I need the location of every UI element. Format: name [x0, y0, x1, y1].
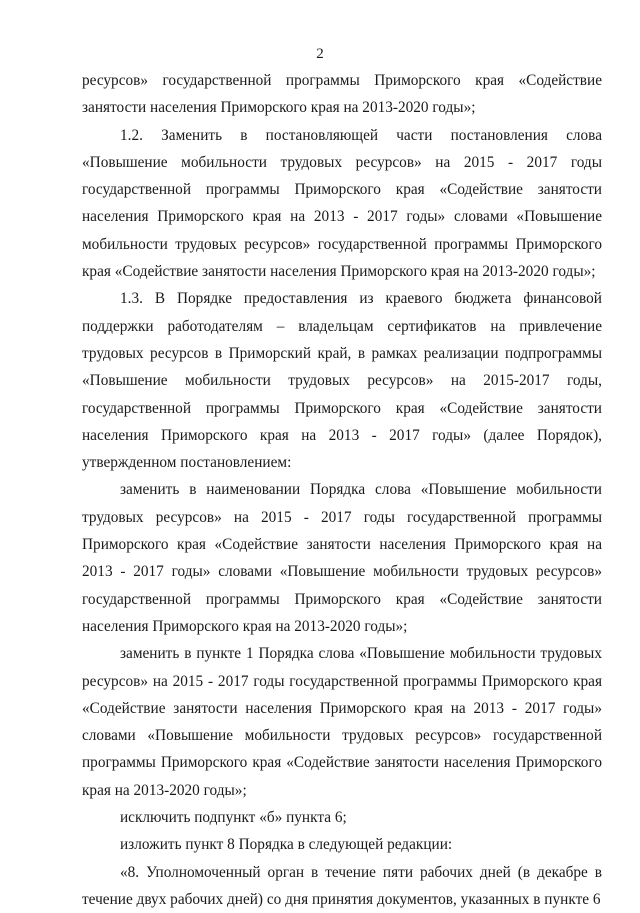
- paragraph-replace-item-1: заменить в пункте 1 Порядка слова «Повышение мобильности трудовых ресурсов» на 2015 - 2017 годы государственной программы Приморского края «Содействие занятости населения Приморского края на 2013 - 2017 годы» словами «Повышение мобильности трудовых ресурсов» государственной программы Приморского края «Содействие занятости населения Приморского края на 2013-2020 годы»;: [82, 645, 602, 799]
- paragraph-exclude-6b: исключить подпункт «б» пункта 6;: [120, 809, 347, 827]
- document-body: [82, 67, 602, 913]
- paragraph-item-8-text: «8. Уполномоченный орган в течение пяти рабочих дней (в декабре в течение двух рабочих дней) со дня принятия документов, указанных в пункте 6: [82, 863, 602, 908]
- paragraph-continuation: ресурсов» государственной программы Приморского края «Содействие занятости населения Приморского края на 2013-2020 годы»;: [82, 72, 602, 117]
- paragraph-1-2: 1.2. Заменить в постановляющей части постановления слова «Повышение мобильности трудовых ресурсов» на 2015 - 2017 годы государственной программы Приморского края «Содействие занятости населения Приморского края на 2013 - 2017 годы» словами «Повышение мобильности трудовых ресурсов» государственной программы Приморского края «Содействие занятости населения Приморского края на 2013-2020 годы»;: [82, 126, 602, 281]
- paragraph-restate-item-8: изложить пункт 8 Порядка в следующей редакции:: [120, 836, 453, 854]
- paragraph-1-3: 1.3. В Порядке предоставления из краевого бюджета финансовой поддержки работодателям – владельцам сертификатов на привлечение трудовых ресурсов в Приморский край, в рамках реализации подпрограммы «Повышение мобильности трудовых ресурсов» на 2015-2017 годы, государственной программы Приморского края «Содействие занятости населения Приморского края на 2013 - 2017 годы» (далее Порядок), утвержденном постановлением:: [82, 290, 602, 472]
- paragraph-replace-title: заменить в наименовании Порядка слова «Повышение мобильности трудовых ресурсов» на 2015 - 2017 годы государственной программы Приморского края «Содействие занятости населения Приморского края на 2013 - 2017 годы» словами «Повышение мобильности трудовых ресурсов» государственной программы Приморского края «Содействие занятости населения Приморского края на 2013-2020 годы»;: [82, 481, 602, 635]
- page-number: 2: [316, 46, 324, 62]
